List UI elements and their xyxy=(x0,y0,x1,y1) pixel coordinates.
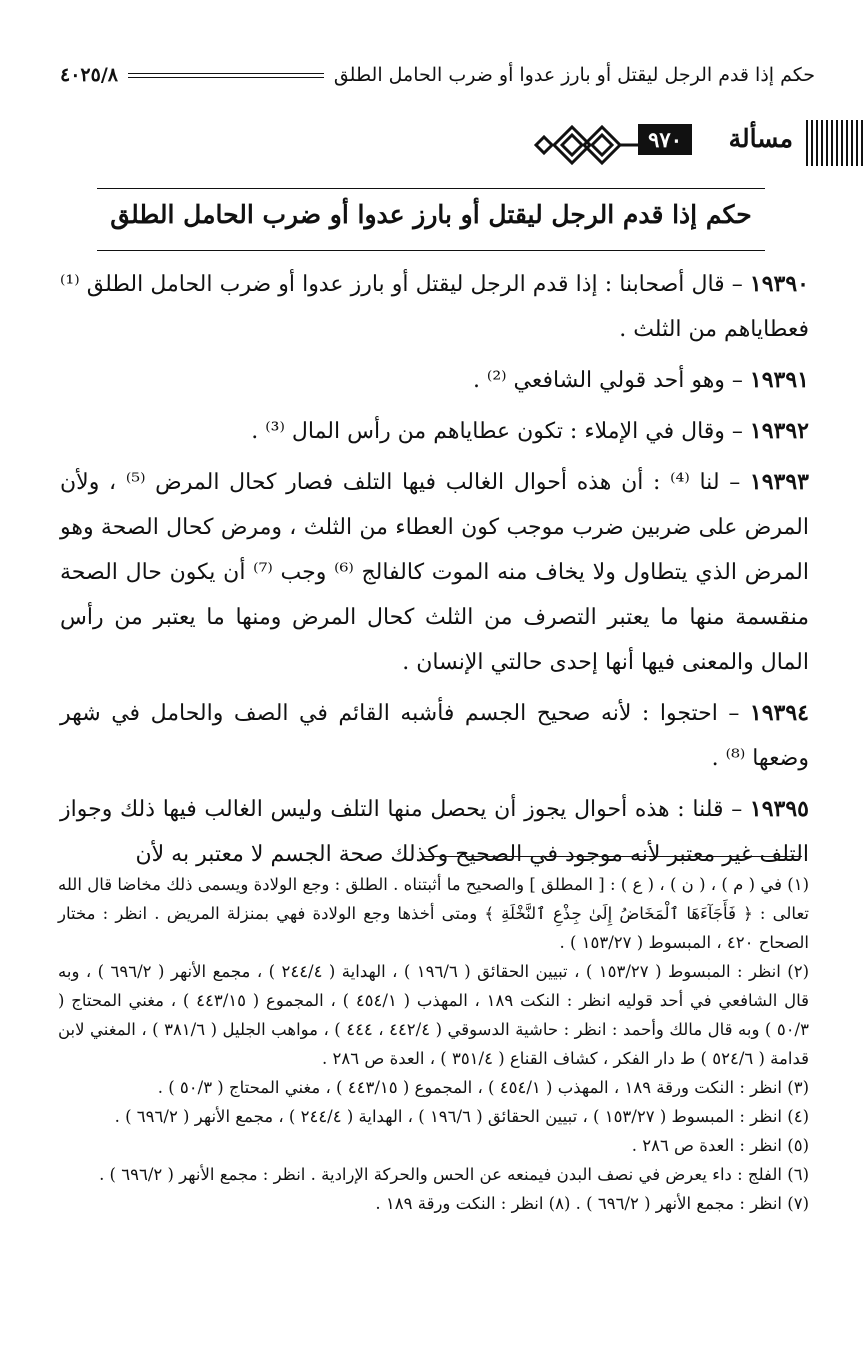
paragraph xyxy=(60,691,809,781)
footnotes xyxy=(58,870,809,1218)
paragraph xyxy=(60,787,809,877)
header-rule xyxy=(128,73,324,78)
paragraph-text: – وقال في الإملاء : تكون عطاياهم من رأس المال ⁽³⁾ . xyxy=(251,419,750,444)
question-banner xyxy=(0,116,867,172)
paragraph-number: ١٩٣٩٠ xyxy=(749,271,809,297)
paragraph-text: – وهو أحد قولي الشافعي ⁽²⁾ . xyxy=(472,368,750,393)
paragraph-text: – لنا ⁽⁴⁾ : أن هذه أحوال الغالب فيها التلف فصار كحال المرض ⁽⁵⁾ ، ولأن المرض على ضربين ضرب موجب كون العطاء من الثلث ، ومرض كحال الصحة وهو المرض الذي يتطاول ولا يخاف منه الموت كالفالج ⁽⁶⁾ وجب ⁽⁷⁾ أن يكون حال الصحة منقسمة منها ما يعتبر التصرف من الثلث كحال المرض ومنها ما يعتبر من رأس المال والمعنى فيها أنها إحدى حالتي الإنسان . xyxy=(60,470,809,675)
paragraph-number: ١٩٣٩٣ xyxy=(749,469,809,495)
paragraph xyxy=(60,409,809,454)
question-label: مسألة xyxy=(728,124,793,153)
footnote: (٤) انظر : المبسوط ( ١٥٣/٢٧ ) ، تبيين الحقائق ( ١٩٦/٦ ) ، الهداية ( ٢٤٤/٤ ) ، مجمع الأنهر ( ٦٩٦/٢ ) . xyxy=(114,1107,809,1126)
title-rule-top xyxy=(97,188,765,189)
paragraph xyxy=(60,358,809,403)
title-rule-bottom xyxy=(97,250,765,251)
footnote: (٥) انظر : العدة ص ٢٨٦ . xyxy=(631,1136,809,1155)
footnote: (٧) انظر : مجمع الأنهر ( ٦٩٦/٢ ) . (٨) انظر : النكت ورقة ١٨٩ . xyxy=(375,1194,809,1213)
footnote: (١) في ( م ) ، ( ن ) ، ( ع ) : [ المطلق ] والصحيح ما أثبتناه . الطلق : وجع الولادة ويسمى ذلك مخاضا قال الله تعالى : ﴿ فَأَجَآءَهَا ٱلْمَخَاضُ إِلَىٰ جِذْعِ ٱلنَّخْلَةِ ﴾ ومتى أخذها وجع الولادة فهي بمنزلة المريض . انظر : مختار الصحاح ٤٢٠ ، المبسوط ( ١٥٣/٢٧ ) . xyxy=(58,875,809,952)
footnote: (٢) انظر : المبسوط ( ١٥٣/٢٧ ) ، تبيين الحقائق ( ١٩٦/٦ ) ، الهداية ( ٢٤٤/٤ ) ، مجمع الأنهر ( ٦٩٦/٢ ) ، وبه قال الشافعي في أحد قوليه انظر : النكت ١٨٩ ، المهذب ( ٤٥٤/١ ) ، المجموع ( ٤٤٣/١٥ ) ، مغني المحتاج ( ٥٠/٣ ) وبه قال مالك وأحمد : انظر : حاشية الدسوقي ( ٤٤٢/٤ ، ٤٤٤ ) ، مواهب الجليل ( ٣٨١/٦ ) ، المغني لابن قدامة ( ٥٢٤/٦ ) ط دار الفكر ، كشاف القناع ( ٣٥١/٤ ) ، العدة ص ٢٨٦ . xyxy=(58,962,810,1068)
footnote: (٦) الفلج : داء يعرض في نصف البدن فيمنعه عن الحس والحركة الإرادية . انظر : مجمع الأنهر ( ٦٩٦/٢ ) . xyxy=(99,1165,809,1184)
question-number: ٩٧٠ xyxy=(638,124,692,155)
paragraph-number: ١٩٣٩٤ xyxy=(749,700,809,726)
footnote-separator xyxy=(422,856,802,857)
paragraph-text: – احتجوا : لأنه صحيح الجسم فأشبه القائم في الصف والحامل في شهر وضعها ⁽⁸⁾ . xyxy=(60,701,809,771)
paragraph-text: – قلنا : هذه أحوال يجوز أن يحصل منها التلف وليس الغالب فيها ذلك وجواز التلف غير معتبر لأنه موجود في الصحيح وكذلك صحة الجسم لا معتبر به لأن xyxy=(60,797,809,867)
page-reference: ٤٠٢٥/٨ xyxy=(60,64,118,86)
paragraph-number: ١٩٣٩٥ xyxy=(749,796,809,822)
paragraph-text: – قال أصحابنا : إذا قدم الرجل ليقتل أو بارز عدوا أو ضرب الحامل الطلق ⁽¹⁾ فعطاياهم من الثلث . xyxy=(60,272,809,342)
paragraph-number: ١٩٣٩١ xyxy=(749,367,809,393)
main-text xyxy=(60,262,809,883)
running-header xyxy=(60,55,815,95)
paragraph-number: ١٩٣٩٢ xyxy=(749,418,809,444)
question-title: حكم إذا قدم الرجل ليقتل أو بارز عدوا أو ضرب الحامل الطلق xyxy=(110,200,752,229)
footnote: (٣) انظر : النكت ورقة ١٨٩ ، المهذب ( ٤٥٤/١ ) ، المجموع ( ٤٤٣/١٥ ) ، مغني المحتاج ( ٥٠/٣ ) . xyxy=(157,1078,809,1097)
paragraph xyxy=(60,262,809,352)
paragraph xyxy=(60,460,809,685)
running-title: حكم إذا قدم الرجل ليقتل أو بارز عدوا أو ضرب الحامل الطلق xyxy=(333,64,815,86)
knot-ornament xyxy=(532,122,642,168)
barcode-ornament xyxy=(805,120,863,166)
